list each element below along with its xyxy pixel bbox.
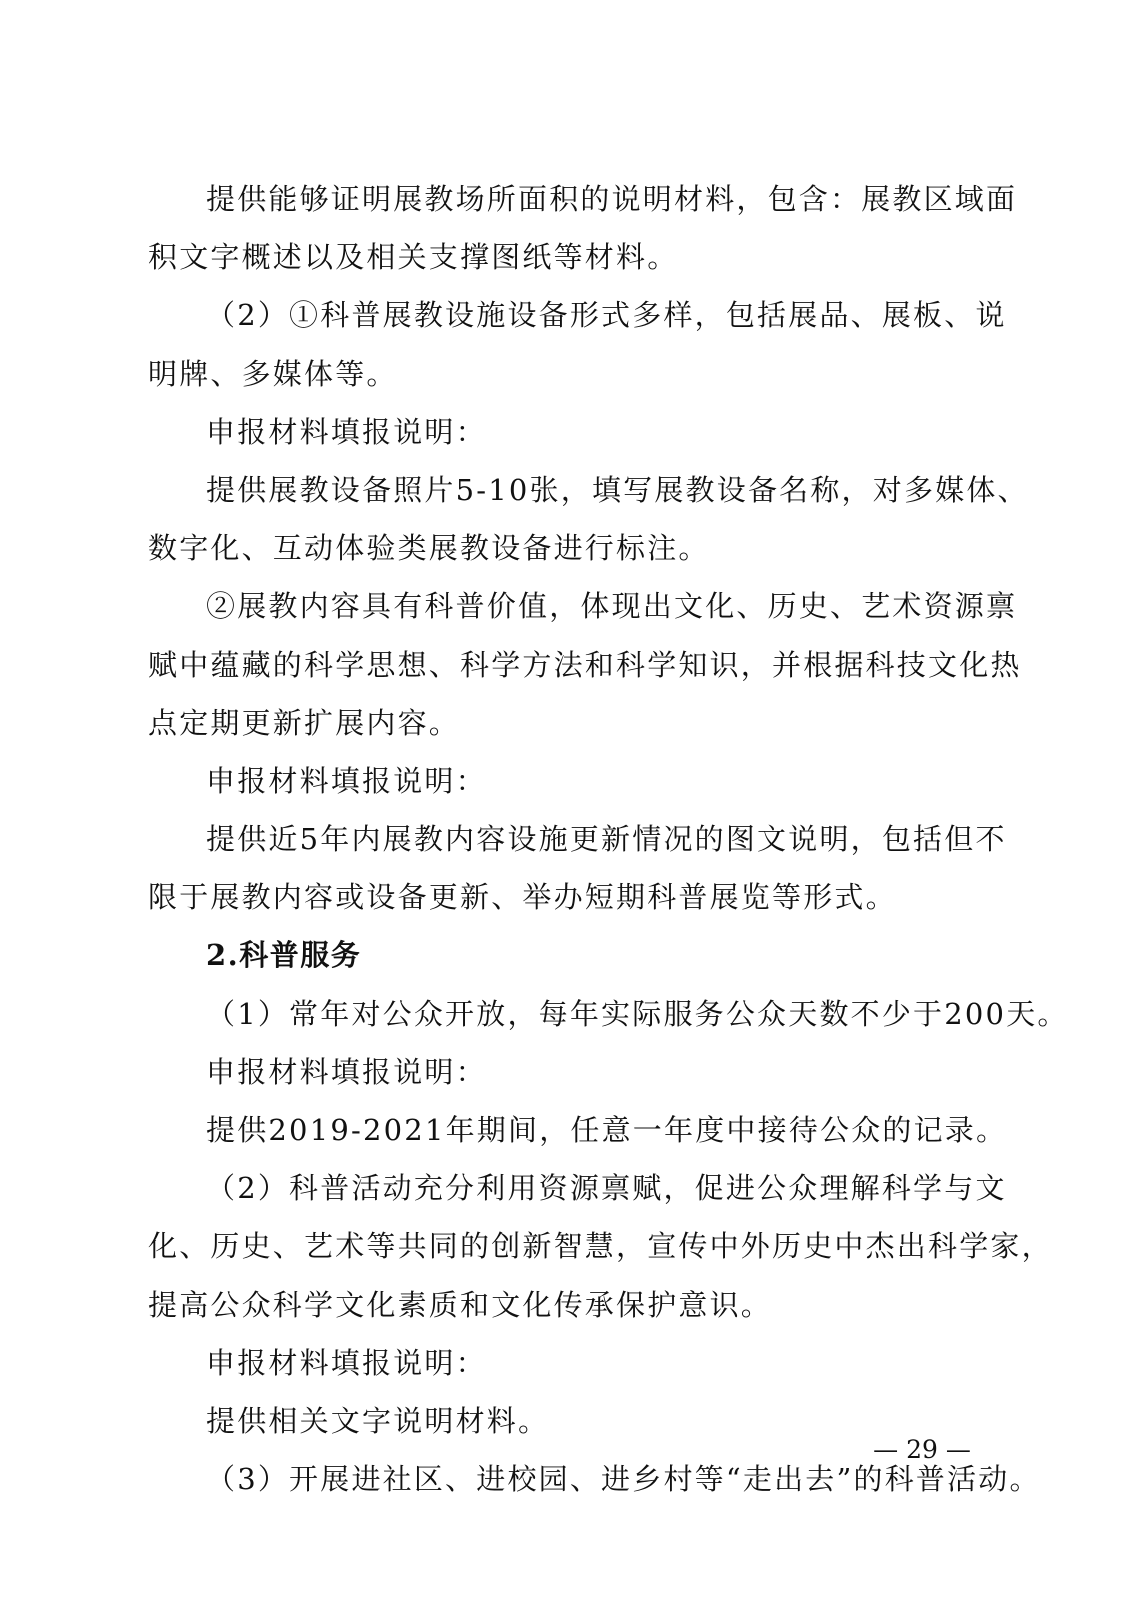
paragraph-line: 明牌、多媒体等。 bbox=[148, 356, 398, 391]
paragraph-line: 提供相关文字说明材料。 bbox=[206, 1403, 550, 1438]
section-heading: 2.科普服务 bbox=[206, 938, 362, 973]
paragraph-line: 申报材料填报说明： bbox=[206, 1054, 487, 1089]
paragraph-line: （3）开展进社区、进校园、进乡村等“走出去”的科普活动。 bbox=[206, 1462, 1041, 1497]
paragraph-line: 提供2019-2021年期间，任意一年度中接待公众的记录。 bbox=[206, 1113, 1008, 1147]
paragraph-line: 积文字概述以及相关支撑图纸等材料。 bbox=[148, 240, 679, 275]
paragraph-line: （2）科普活动充分利用资源禀赋，促进公众理解科学与文 bbox=[206, 1171, 1007, 1206]
paragraph-line: 申报材料填报说明： bbox=[206, 414, 487, 449]
paragraph-line: （2）①科普展教设施设备形式多样，包括展品、展板、说 bbox=[206, 298, 1007, 333]
paragraph-line: ②展教内容具有科普价值，体现出文化、历史、艺术资源禀 bbox=[206, 589, 1018, 624]
paragraph-line: 提供展教设备照片5-10张，填写展教设备名称，对多媒体、 bbox=[206, 472, 1029, 507]
paragraph-line: 申报材料填报说明： bbox=[206, 1345, 487, 1380]
paragraph-line: 限于展教内容或设备更新、举办短期科普展览等形式。 bbox=[148, 880, 897, 915]
paragraph-line: （1）常年对公众开放，每年实际服务公众天数不少于200天。 bbox=[206, 996, 1069, 1031]
paragraph-line: 申报材料填报说明： bbox=[206, 763, 487, 798]
paragraph-line: 提高公众科学文化素质和文化传承保护意识。 bbox=[148, 1287, 773, 1322]
paragraph-line: 化、历史、艺术等共同的创新智慧，宣传中外历史中杰出科学家， bbox=[148, 1229, 1053, 1264]
paragraph-line: 提供近5年内展教内容设施更新情况的图文说明，包括但不 bbox=[206, 822, 1007, 857]
paragraph-line: 点定期更新扩展内容。 bbox=[148, 705, 461, 740]
paragraph-line: 数字化、互动体验类展教设备进行标注。 bbox=[148, 531, 710, 566]
paragraph-line: 赋中蕴藏的科学思想、科学方法和科学知识，并根据科技文化热 bbox=[148, 647, 1022, 682]
page-number: — 29 — bbox=[873, 1435, 971, 1464]
paragraph-line: 提供能够证明展教场所面积的说明材料，包含：展教区域面 bbox=[206, 182, 1018, 216]
document-body bbox=[148, 170, 1069, 1508]
